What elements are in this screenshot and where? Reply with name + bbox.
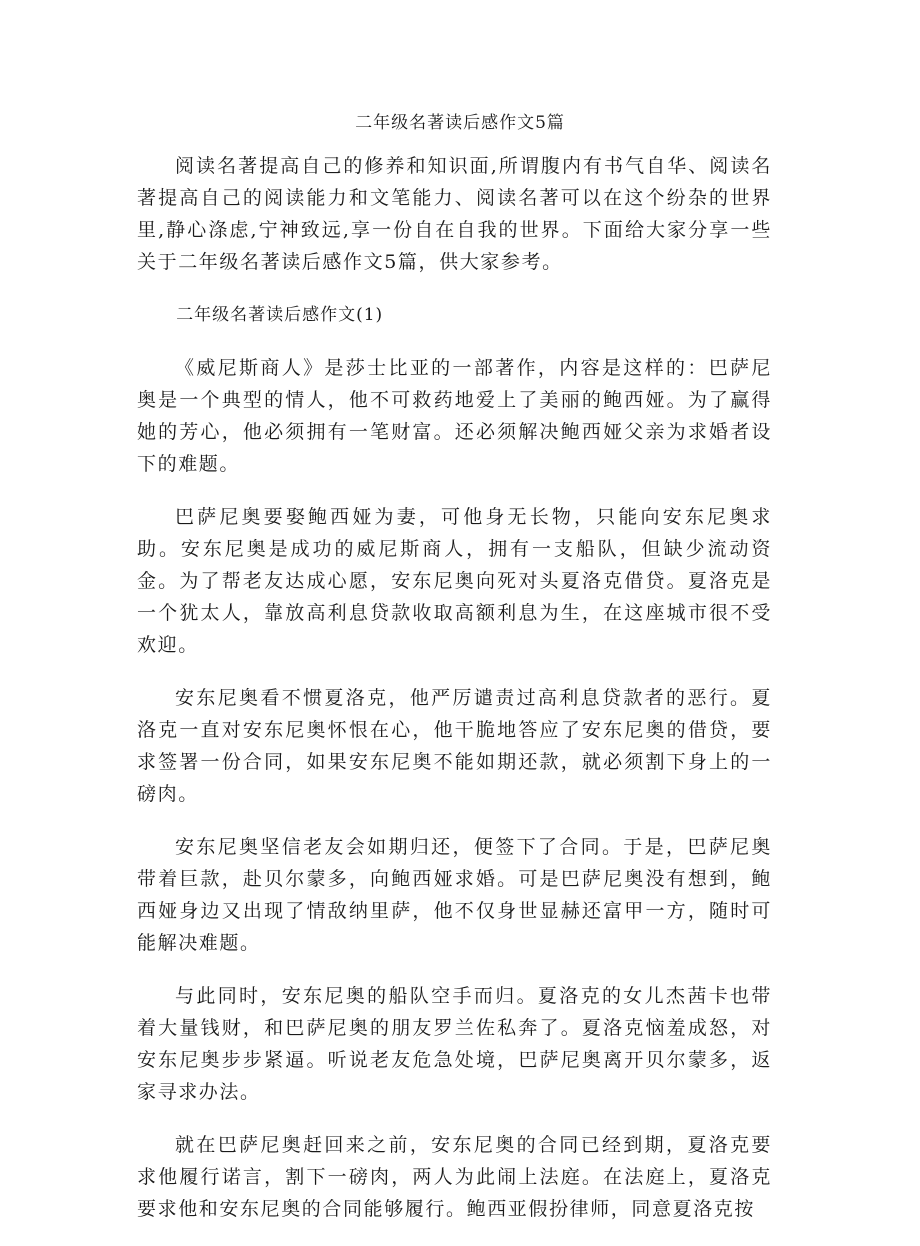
body-paragraph-4: 安东尼奥坚信老友会如期归还，便签下了合同。于是，巴萨尼奥带着巨款，赴贝尔蒙多，向鲍西娅求婚。可是巴萨尼奥没有想到，鲍西娅身边又出现了情敌纳里萨，他不仅身世显赫还富甲一方，随时可能解决难题。	[137, 836, 772, 954]
body-paragraph-3: 安东尼奥看不惯夏洛克，他严厉谴责过高利息贷款者的恶行。夏洛克一直对安东尼奥怀恨在心，他干脆地答应了安东尼奥的借贷，要求签署一份合同，如果安东尼奥不能如期还款，就必须割下身上的一磅肉。	[137, 687, 772, 805]
body-paragraph-5: 与此同时，安东尼奥的船队空手而归。夏洛克的女儿杰茜卡也带着大量钱财，和巴萨尼奥的朋友罗兰佐私奔了。夏洛克恼羞成怒，对安东尼奥步步紧逼。听说老友危急处境，巴萨尼奥离开贝尔蒙多，返家寻求办法。	[137, 985, 772, 1103]
body-paragraph-1: 《威尼斯商人》是莎士比亚的一部著作，内容是这样的：巴萨尼奥是一个典型的情人，他不可救药地爱上了美丽的鲍西娅。为了赢得她的芳心，他必须拥有一笔财富。还必须解决鲍西娅父亲为求婚者设下的难题。	[137, 357, 772, 475]
body-paragraph-6: 就在巴萨尼奥赶回来之前，安东尼奥的合同已经到期，夏洛克要求他履行诺言，割下一磅肉，两人为此闹上法庭。在法庭上，夏洛克要求他和安东尼奥的合同能够履行。鲍西亚假扮律师，同意夏洛克按	[137, 1134, 772, 1220]
document-title: 二年级名著读后感作文5篇	[355, 113, 565, 133]
section-heading: 二年级名著读后感作文(1)	[176, 305, 384, 325]
intro-paragraph: 阅读名著提高自己的修养和知识面,所谓腹内有书气自华、阅读名著提高自己的阅读能力和文笔能力、阅读名著可以在这个纷杂的世界里,静心涤虑,宁神致远,享一份自在自我的世界。下面给大家分享一些关于二年级名著读后感作文5篇，供大家参考。	[137, 155, 772, 273]
document-body	[137, 150, 772, 1246]
body-paragraph-2: 巴萨尼奥要娶鲍西娅为妻，可他身无长物，只能向安东尼奥求助。安东尼奥是成功的威尼斯商人，拥有一支船队，但缺少流动资金。为了帮老友达成心愿，安东尼奥向死对头夏洛克借贷。夏洛克是一个犹太人，靠放高利息贷款收取高额利息为生，在这座城市很不受欢迎。	[137, 506, 772, 656]
